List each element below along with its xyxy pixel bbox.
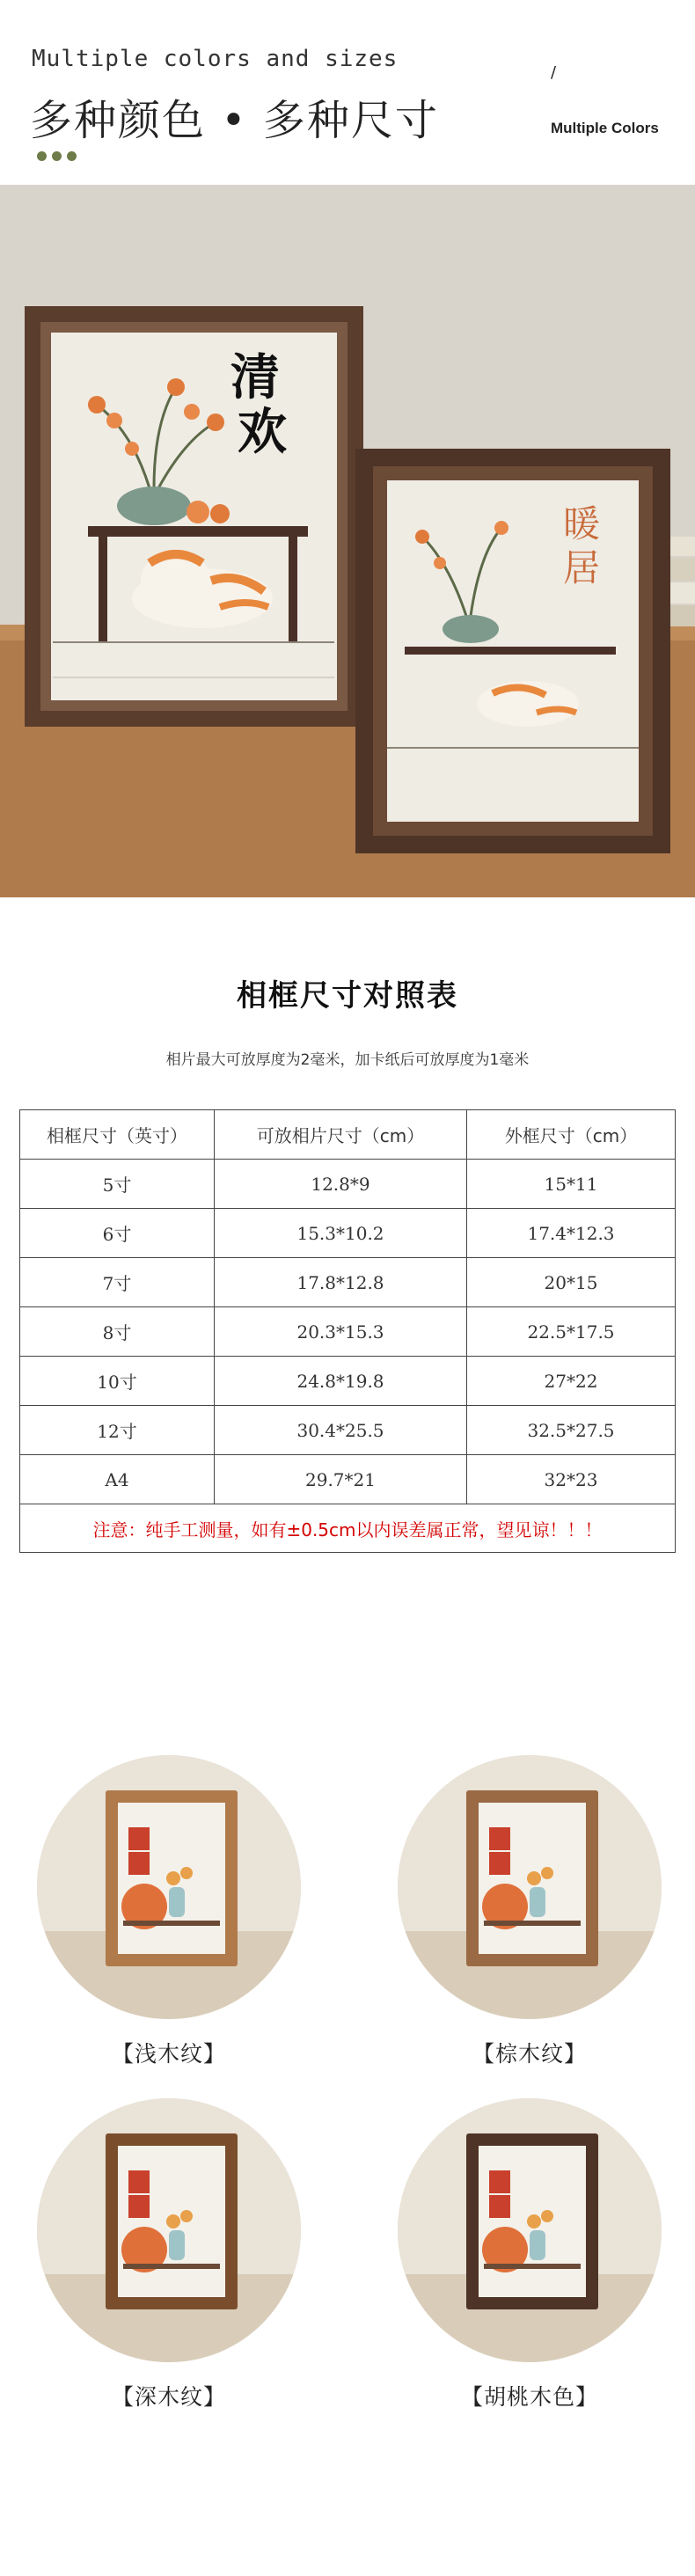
swatch-image — [37, 1755, 301, 2019]
large-frame-char-2: 欢 — [238, 403, 287, 461]
cell-outer-size: 20*15 — [467, 1258, 676, 1307]
cell-outer-size: 17.4*12.3 — [467, 1209, 676, 1258]
hero-product-photo — [0, 185, 695, 897]
cell-photo-size: 17.8*12.8 — [215, 1258, 467, 1307]
table-notice-row — [20, 1504, 676, 1553]
header — [0, 0, 695, 185]
color-option-walnut — [398, 2098, 662, 2411]
color-label: 【浅木纹】 — [111, 2041, 226, 2067]
table-row — [20, 1307, 676, 1357]
cell-outer-size: 32.5*27.5 — [467, 1406, 676, 1455]
header-subtitle-en: Multiple colors and sizes — [32, 46, 399, 72]
decor-dots — [37, 151, 77, 161]
hero-illustration — [0, 185, 695, 897]
size-table-note: 相片最大可放厚度为2毫米，加卡纸后可放厚度为1毫米 — [165, 1051, 530, 1069]
cell-outer-size: 15*11 — [467, 1160, 676, 1209]
cell-outer-size: 27*22 — [467, 1357, 676, 1406]
cell-outer-size: 32*23 — [467, 1455, 676, 1504]
cell-frame-size: 10寸 — [20, 1357, 215, 1406]
small-frame-char-2: 居 — [563, 546, 601, 589]
cell-photo-size: 20.3*15.3 — [215, 1307, 467, 1357]
cell-frame-size: A4 — [20, 1455, 215, 1504]
cell-photo-size: 30.4*25.5 — [215, 1406, 467, 1455]
cell-photo-size: 15.3*10.2 — [215, 1209, 467, 1258]
swatch-image — [37, 2098, 301, 2362]
swatch-image — [398, 2098, 662, 2362]
dot-icon — [52, 151, 62, 161]
header-slash: / — [551, 63, 557, 82]
large-frame-char-1: 清 — [230, 348, 280, 406]
table-row — [20, 1258, 676, 1307]
cell-frame-size: 12寸 — [20, 1406, 215, 1455]
col-header-frame-size: 相框尺寸（英寸） — [20, 1110, 215, 1160]
cell-photo-size: 29.7*21 — [215, 1455, 467, 1504]
dot-icon — [67, 151, 77, 161]
table-row — [20, 1357, 676, 1406]
cell-photo-size: 12.8*9 — [215, 1160, 467, 1209]
cell-frame-size: 6寸 — [20, 1209, 215, 1258]
measurement-notice: 注意：纯手工测量，如有±0.5cm以内误差属正常，望见谅！！！ — [20, 1504, 676, 1553]
color-label: 【深木纹】 — [111, 2384, 226, 2410]
dot-icon — [37, 151, 47, 161]
size-table — [19, 1109, 676, 1553]
header-right-label: Multiple Colors — [551, 120, 659, 136]
cell-frame-size: 8寸 — [20, 1307, 215, 1357]
col-header-photo-size: 可放相片尺寸（cm） — [215, 1110, 467, 1160]
color-option-dark-wood — [37, 2098, 301, 2411]
color-option-light-wood — [37, 1755, 301, 2068]
table-row — [20, 1406, 676, 1455]
color-label: 【棕木纹】 — [472, 2041, 587, 2067]
cell-frame-size: 5寸 — [20, 1160, 215, 1209]
table-row — [20, 1160, 676, 1209]
cell-outer-size: 22.5*17.5 — [467, 1307, 676, 1357]
color-label: 【胡桃木色】 — [460, 2384, 598, 2410]
cell-frame-size: 7寸 — [20, 1258, 215, 1307]
table-row — [20, 1455, 676, 1504]
table-row — [20, 1209, 676, 1258]
cell-photo-size: 24.8*19.8 — [215, 1357, 467, 1406]
size-table-header-row — [20, 1110, 676, 1160]
col-header-outer-size: 外框尺寸（cm） — [467, 1110, 676, 1160]
size-table-title: 相框尺寸对照表 — [237, 978, 458, 1014]
small-frame-char-1: 暖 — [563, 502, 601, 545]
header-title: 多种颜色 • 多种尺寸 — [30, 96, 439, 145]
color-option-brown-wood — [398, 1755, 662, 2068]
swatch-image — [398, 1755, 662, 2019]
